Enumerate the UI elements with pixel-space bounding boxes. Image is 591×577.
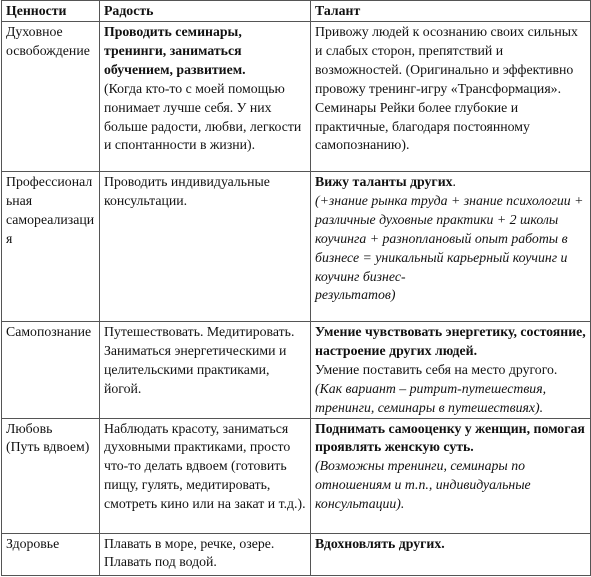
value-text: Духовное освобождение	[6, 24, 90, 58]
value-text: Здоровье	[6, 535, 60, 551]
talent-bold-text: Вдохновлять других.	[315, 535, 445, 551]
joy-text: (Когда кто-то с моей помощью понимает лучше себя. У них больше радости, любви, легкости и спонтанности в жизни).	[104, 80, 302, 153]
joy-text: Путешествовать. Медитировать. Заниматься энергетическими и целительскими практиками, йогой.	[104, 324, 295, 396]
table-row	[2, 533, 591, 575]
value-text: Самопознание	[6, 324, 92, 339]
joy-text: Наблюдать красоту, заниматься духовными практиками, просто что-то делать вдвоем (готовить пищу, гулять, медитировать, смотреть кино или на закат и т.д.).	[104, 420, 306, 512]
joy-bold-text: Проводить семинары, тренинги, заниматься обучением, развитием.	[104, 24, 246, 77]
value-cell	[2, 533, 100, 575]
talent-cell	[311, 418, 591, 533]
talent-cell	[311, 172, 591, 322]
table-row	[2, 418, 591, 533]
talent-text: Привожу людей к осознанию своих сильных и слабых сторон, препятствий и возможностей. (Оригинально и эффективно провожу тренинг-игру «Трансформация».	[315, 24, 578, 96]
value-cell	[2, 418, 100, 533]
table-row	[2, 322, 591, 419]
talent-cell	[311, 322, 591, 419]
header-row	[2, 1, 591, 22]
talent-bold-text: Умение чувствовать энергетику, состояние, настроение других людей.	[315, 324, 586, 358]
value-cell	[2, 22, 100, 172]
joy-cell	[100, 418, 311, 533]
table-row	[2, 172, 591, 322]
value-subtext: (Путь вдвоем)	[6, 439, 90, 455]
header-talent: Талант	[311, 1, 591, 22]
talent-bold-text: Вижу таланты других	[315, 174, 453, 189]
talent-italic-text: (+знание рынка труда + знание психологии + различные духовные практики + 2 школы коучинга + разноплановый опыт работы в бизнесе = уникальный карьерный коучинг и коучинг бизнес-	[315, 192, 584, 284]
talent-italic-text-2: результатов)	[315, 287, 396, 303]
joy-cell	[100, 322, 311, 419]
header-values: Ценности	[2, 1, 100, 22]
talent-bold-text: Поднимать самооценку у женщин, помогая проявлять женскую суть.	[315, 420, 585, 455]
joy-cell	[100, 533, 311, 575]
joy-cell	[100, 172, 311, 322]
table-row	[2, 22, 591, 172]
talent-cell	[311, 533, 591, 575]
talent-italic-text: (Возможны тренинги, семинары по отношениям и т.п., индивидуальные консультации).	[315, 458, 531, 512]
talent-text: Умение поставить себя на место другого.	[315, 361, 558, 377]
talent-text-2: Семинары Рейки более глубокие и практичные, благодаря постоянному самопознанию).	[315, 99, 530, 153]
value-cell	[2, 172, 100, 322]
joy-text: Плавать в море, речке, озере. Плавать под водой.	[104, 535, 275, 570]
value-text: Любовь	[6, 420, 53, 436]
joy-cell	[100, 22, 311, 172]
values-table	[1, 0, 591, 576]
talent-italic-text: (Как вариант – ритрит-путешествия, тренинги, семинары в путешествиях).	[315, 380, 547, 415]
joy-text: Проводить индивидуальные консультации.	[104, 174, 270, 208]
value-cell	[2, 322, 100, 419]
talent-cell	[311, 22, 591, 172]
value-text: Профессиональная самореализация	[6, 174, 95, 246]
talent-dot: .	[452, 174, 456, 189]
header-joy: Радость	[100, 1, 311, 22]
